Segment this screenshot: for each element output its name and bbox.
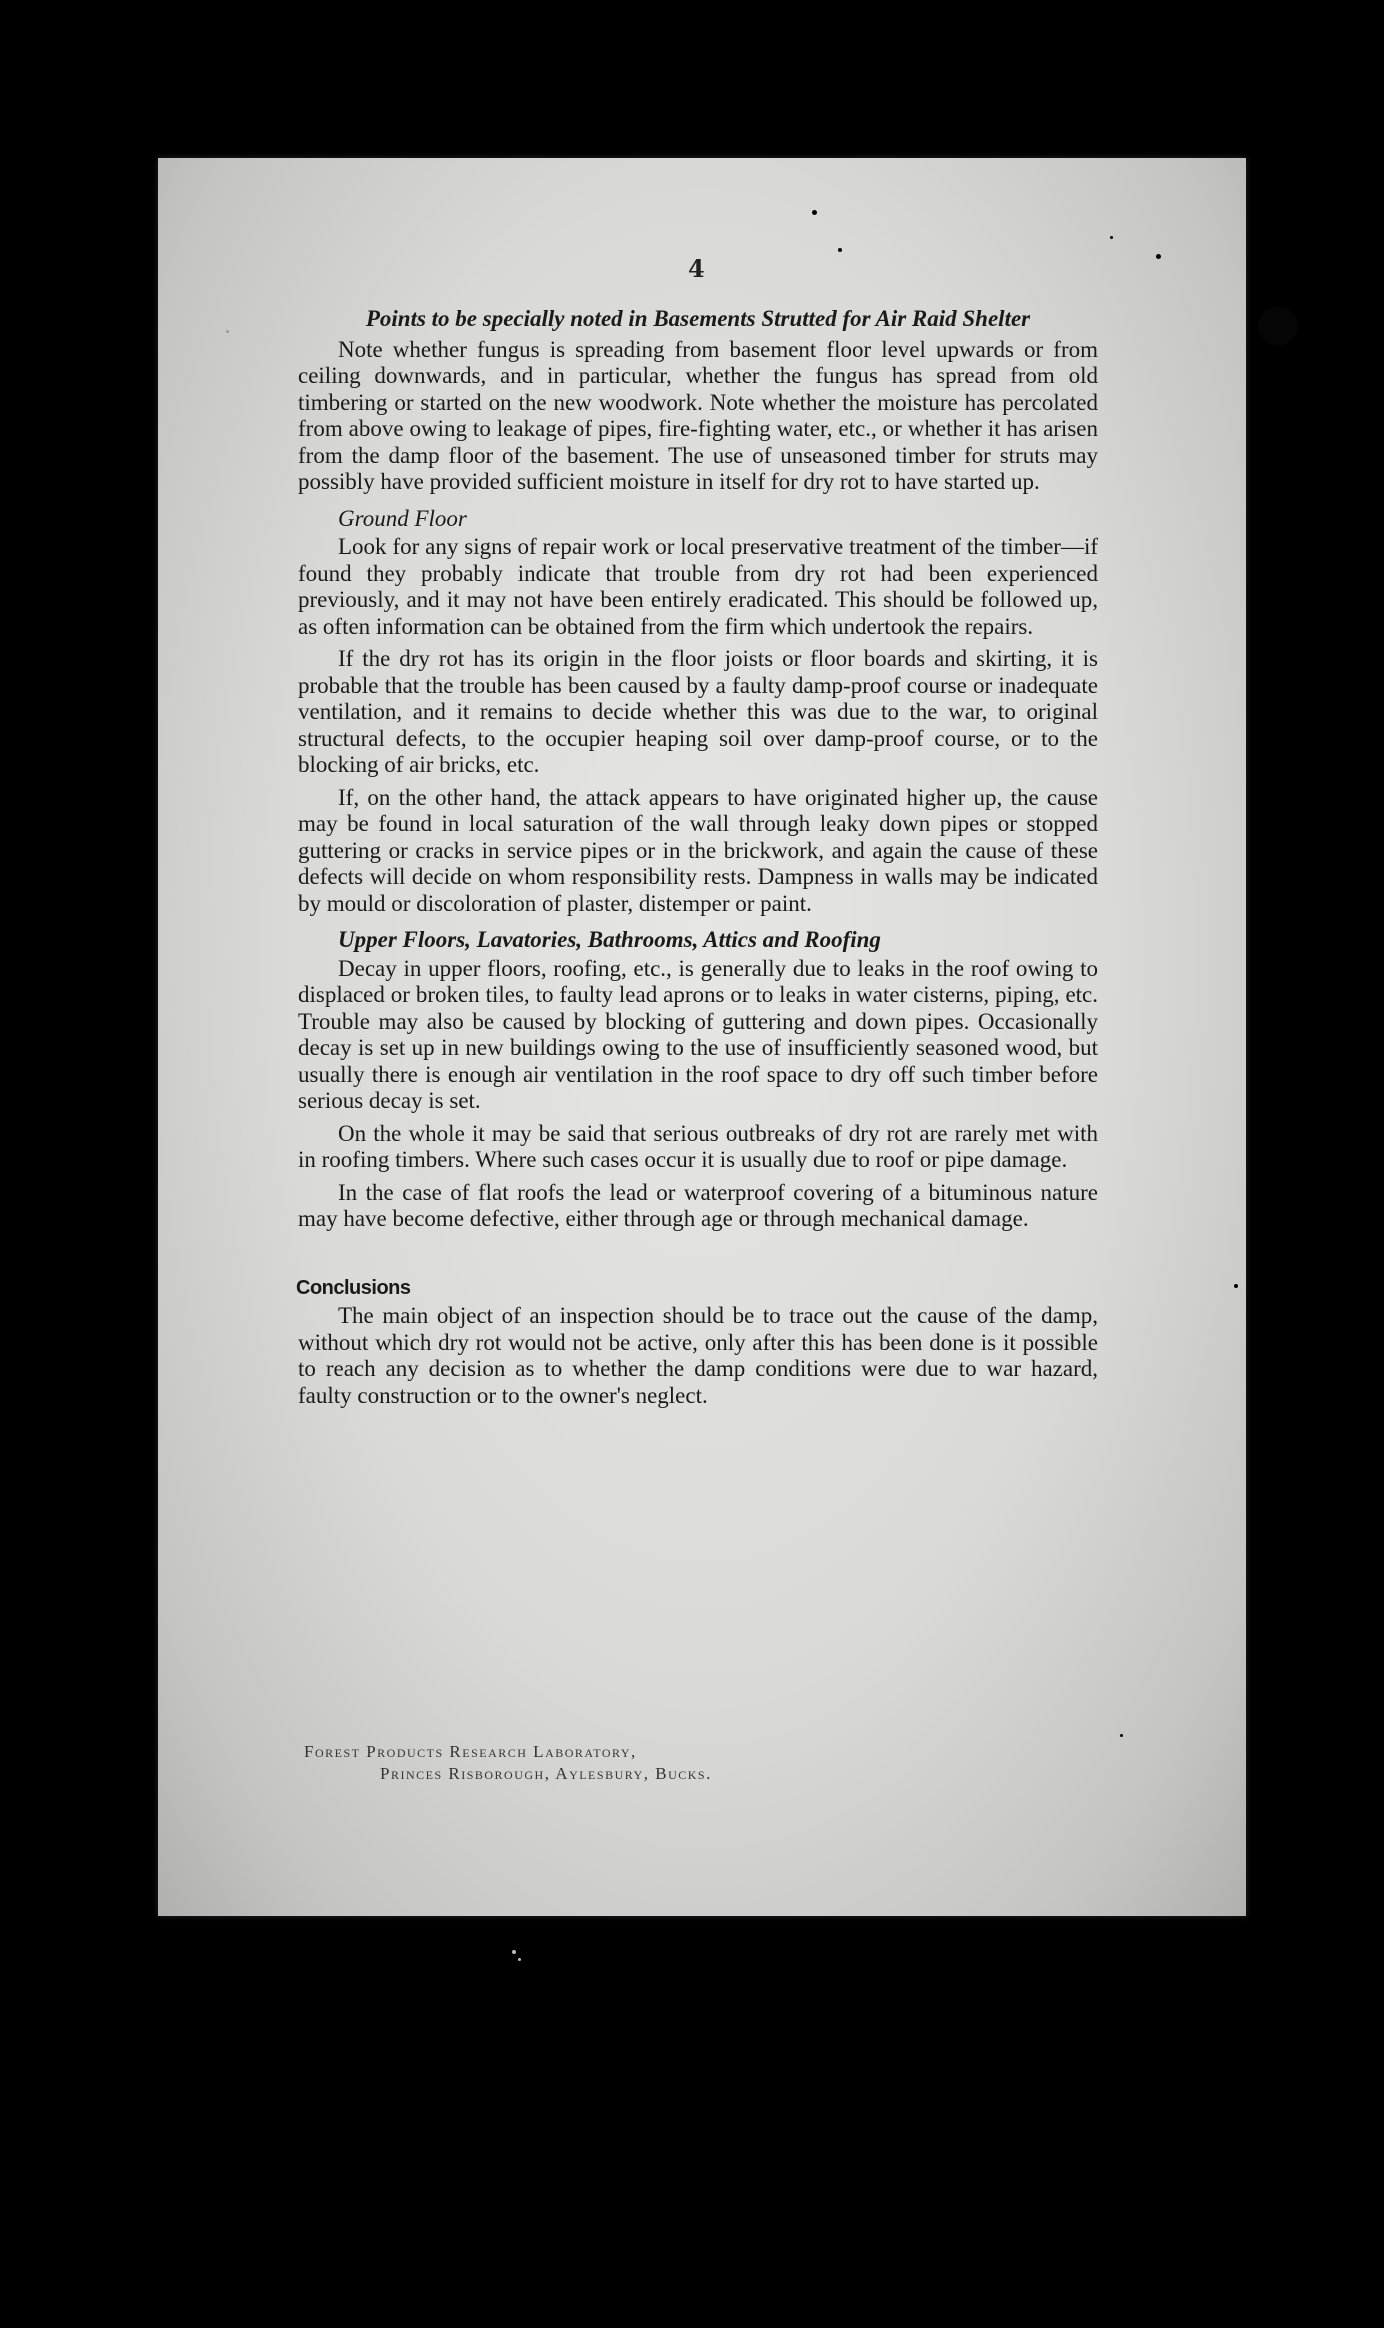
paragraph: Look for any signs of repair work or local preservative treatment of the timber—if found they probably indicate that trouble from dry rot had been experienced previously, and it may not have been entirely eradicated. This should be followed up, as often information can be obtained from the firm which undertook the repairs.: [298, 534, 1098, 639]
paragraph: Decay in upper floors, roofing, etc., is generally due to leaks in the roof owing to displaced or broken tiles, to faulty lead aprons or to leaks in water cisterns, piping, etc. Trouble may also be caused by blocking of guttering and down pipes. Occasionally decay is set up in new buildings owing to the use of insufficiently seasoned wood, but usually there is enough air ventilation in the roof space to dry off such timber before serious decay is set.: [298, 955, 1098, 1113]
footer-line-1: Forest Products Research Laboratory,: [304, 1742, 637, 1761]
speck-mark: [226, 330, 229, 333]
page-body: [298, 306, 1098, 1415]
speck-mark: [838, 248, 842, 252]
footer-address: [304, 1742, 1004, 1784]
section-heading-ground-floor: Ground Floor: [338, 505, 467, 531]
page-number: 4: [688, 254, 705, 283]
footer-line-2: Princes Risborough, Aylesbury, Bucks.: [380, 1764, 712, 1783]
speck-mark: [512, 1950, 516, 1954]
speck-mark: [1120, 1734, 1123, 1737]
speck-mark: [1156, 254, 1161, 259]
speck-mark: [1110, 236, 1113, 239]
paragraph: If, on the other hand, the attack appears to have originated higher up, the cause may be found in local saturation of the wall through leaky down pipes or stopped guttering or cracks in service pipes or in the brickwork, and again the cause of these defects will decide on whom responsibility rests. Dampness in walls may be indicated by mould or discoloration of plaster, distemper or paint.: [298, 784, 1098, 916]
paragraph: On the whole it may be said that serious outbreaks of dry rot are rarely met with in roofing timbers. Where such cases occur it is usually due to roof or pipe damage.: [298, 1120, 1098, 1172]
section-heading-basements: Points to be specially noted in Basements Strutted for Air Raid Shelter: [365, 306, 1031, 331]
speck-mark: [518, 1958, 521, 1961]
paragraph: In the case of flat roofs the lead or waterproof covering of a bituminous nature may have become defective, either through age or through mechanical damage.: [298, 1179, 1098, 1231]
paragraph: The main object of an inspection should be to trace out the cause of the damp, without which dry rot would not be active, only after this has been done is it possible to reach any decision as to whether the damp conditions were due to war hazard, faulty construction or to the owner's neglect.: [298, 1303, 1098, 1408]
binder-hole: [1258, 306, 1298, 346]
speck-mark: [812, 210, 817, 215]
document-page: [158, 158, 1246, 1916]
paragraph: If the dry rot has its origin in the floor joists or floor boards and skirting, it is probable that the trouble has been caused by a faulty damp-proof course or inadequate ventilation, and it remains to decide whether this was due to the war, to original structural defects, to the occupier heaping soil over damp-proof course, or to the blocking of air bricks, etc.: [298, 646, 1098, 777]
section-heading-upper-floors: Upper Floors, Lavatories, Bathrooms, Attics and Roofing: [338, 927, 881, 952]
paragraph: Note whether fungus is spreading from basement floor level upwards or from ceiling downwards, and in particular, whether the fungus has spread from old timbering or started on the new woodwork. Note whether the moisture has percolated from above owing to leakage of pipes, fire-fighting water, etc., or whether it has arisen from the damp floor of the basement. The use of unseasoned timber for struts may possibly have provided sufficient moisture in itself for dry rot to have started up.: [298, 336, 1098, 494]
speck-mark: [1234, 1284, 1238, 1288]
section-heading-conclusions: Conclusions: [296, 1276, 411, 1299]
